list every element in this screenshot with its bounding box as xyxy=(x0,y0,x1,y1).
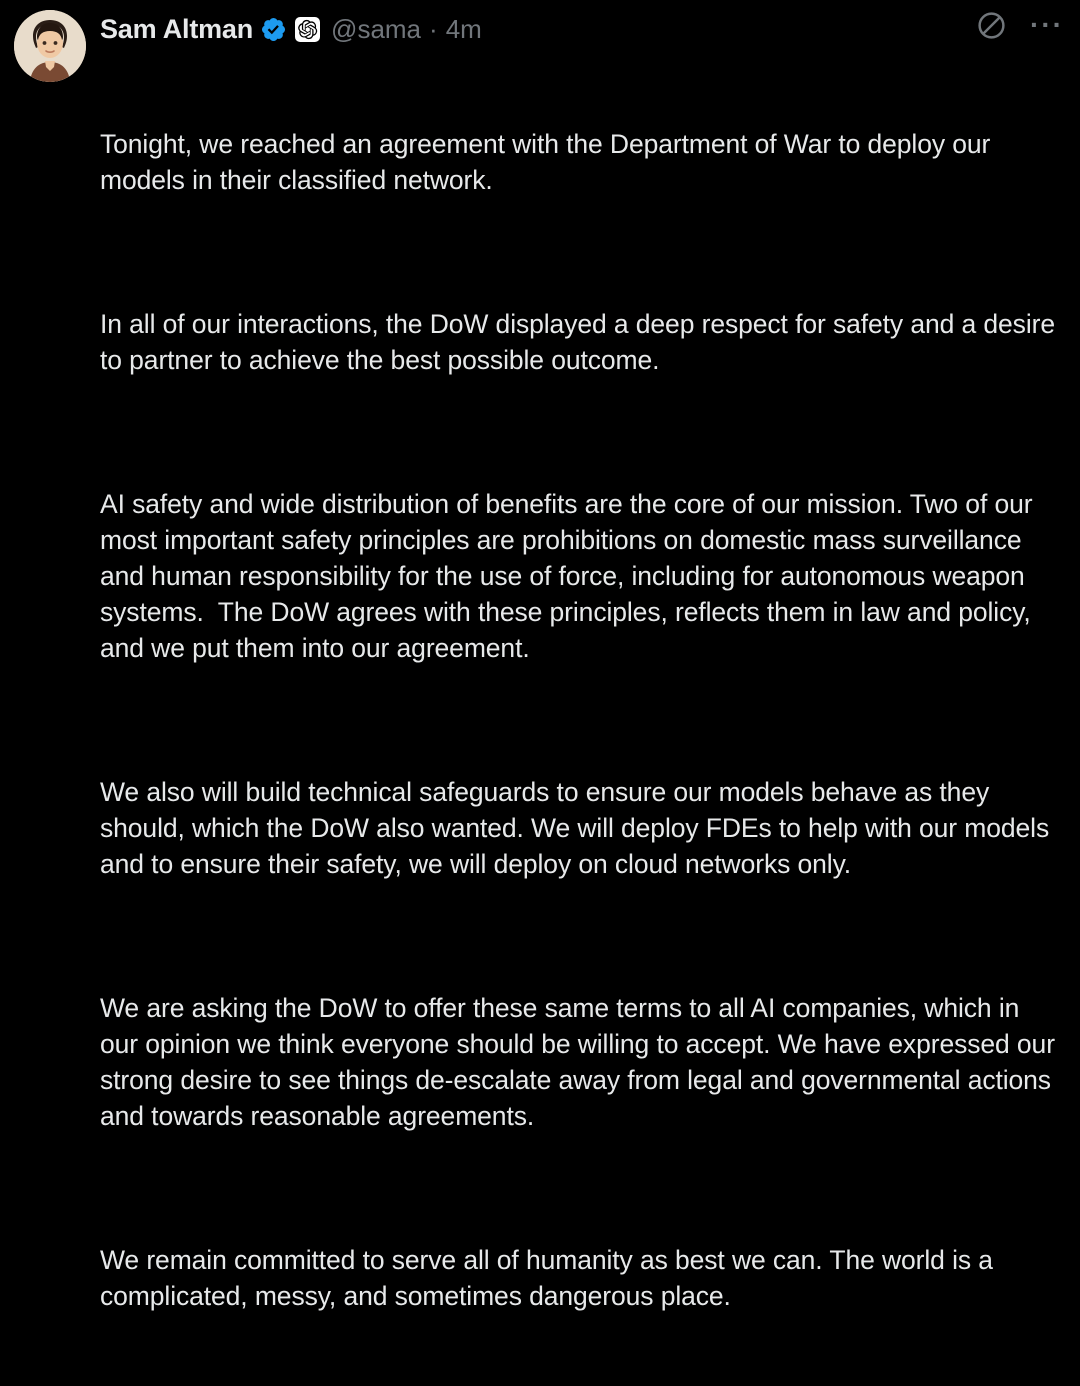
avatar[interactable] xyxy=(14,10,86,82)
tweet-text xyxy=(100,54,1063,1386)
openai-logo-icon[interactable] xyxy=(295,17,320,42)
tweet-paragraph: AI safety and wide distribution of benefits are the core of our mission. Two of our most important safety principles are prohibitions on domestic mass surveillance and human responsibility for the use of force, including for autonomous weapon systems. The DoW agrees with these principles, reflects them in law and policy, and we put them into our agreement. xyxy=(100,489,1040,663)
avatar-column xyxy=(14,6,100,921)
tweet-paragraph: In all of our interactions, the DoW displayed a deep respect for safety and a desire to partner to achieve the best possible outcome. xyxy=(100,309,1063,375)
tweet-paragraph: We remain committed to serve all of humanity as best we can. The world is a complicated, messy, and sometimes dangerous place. xyxy=(100,1245,1001,1311)
more-options-icon[interactable] xyxy=(1030,8,1064,42)
author-handle[interactable]: @sama xyxy=(331,14,422,44)
tweet-paragraph: We also will build technical safeguards to ensure our models behave as they should, which the DoW also wanted. We will deploy FDEs to help with our models and to ensure their safety, we will deploy on cloud networks only. xyxy=(100,777,1057,879)
grok-actions-icon[interactable] xyxy=(974,8,1008,42)
tweet-header-actions xyxy=(974,8,1064,42)
verified-badge-icon xyxy=(260,16,287,43)
tweet-header xyxy=(100,8,1058,50)
post-timestamp[interactable]: 4m xyxy=(445,14,482,44)
tweet-body xyxy=(100,6,1063,1311)
header-separator: · xyxy=(429,14,438,44)
more-options-label: ··· xyxy=(1030,9,1064,40)
tweet-paragraph: Tonight, we reached an agreement with the Department of War to deploy our models in their classified network. xyxy=(100,129,998,195)
author-display-name[interactable]: Sam Altman xyxy=(100,13,254,44)
tweet-paragraph: We are asking the DoW to offer these same terms to all AI companies, which in our opinion we think everyone should be willing to accept. We have expressed our strong desire to see things de-escalate away from legal and governmental actions and towards reasonable agreements. xyxy=(100,993,1063,1131)
